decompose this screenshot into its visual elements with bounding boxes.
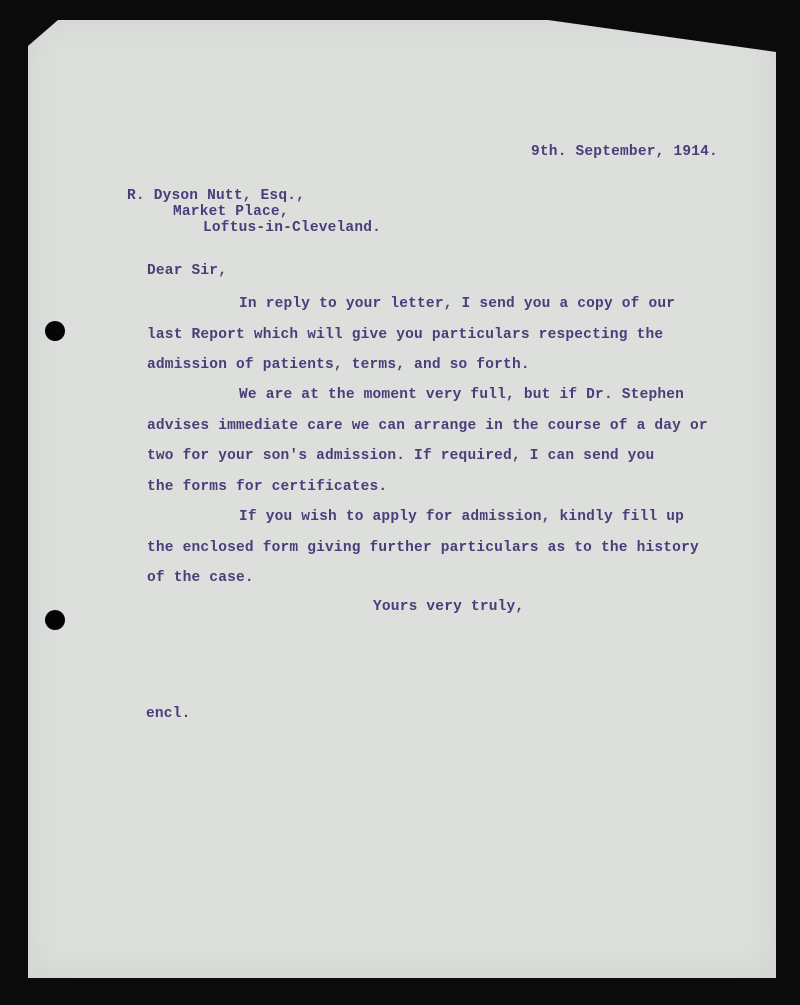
paragraph-line: In reply to your letter, I send you a copy of our xyxy=(239,296,676,312)
recipient-street: Market Place, xyxy=(173,204,289,220)
salutation: Dear Sir, xyxy=(147,263,228,279)
punch-hole-top xyxy=(45,321,65,341)
punch-hole-bottom xyxy=(45,610,65,630)
paragraph-line: the enclosed form giving further particulars as to the history xyxy=(147,539,699,556)
paragraph-3 xyxy=(147,502,699,594)
recipient-name: R. Dyson Nutt, Esq., xyxy=(127,188,306,204)
paragraph-line: of the case. xyxy=(147,570,254,586)
paragraph-line: admission of patients, terms, and so forth. xyxy=(147,357,530,373)
paragraph-line: If you wish to apply for admission, kindly fill up xyxy=(239,509,685,525)
paragraph-line: We are at the moment very full, but if Dr. Stephen xyxy=(239,387,685,403)
enclosure-note: encl. xyxy=(146,706,191,722)
paragraph-2 xyxy=(147,380,708,502)
letter-date: 9th. September, 1914. xyxy=(531,144,718,160)
paragraph-line: advises immediate care we can arrange in the course of a day or xyxy=(147,417,708,434)
recipient-town: Loftus-in-Cleveland. xyxy=(203,220,382,236)
paragraph-line: last Report which will give you particulars respecting the xyxy=(147,326,664,343)
paragraph-line: the forms for certificates. xyxy=(147,478,388,495)
closing: Yours very truly, xyxy=(373,599,525,615)
paragraph-1 xyxy=(147,289,675,381)
paragraph-line: two for your son's admission. If required, I can send you xyxy=(147,448,655,464)
